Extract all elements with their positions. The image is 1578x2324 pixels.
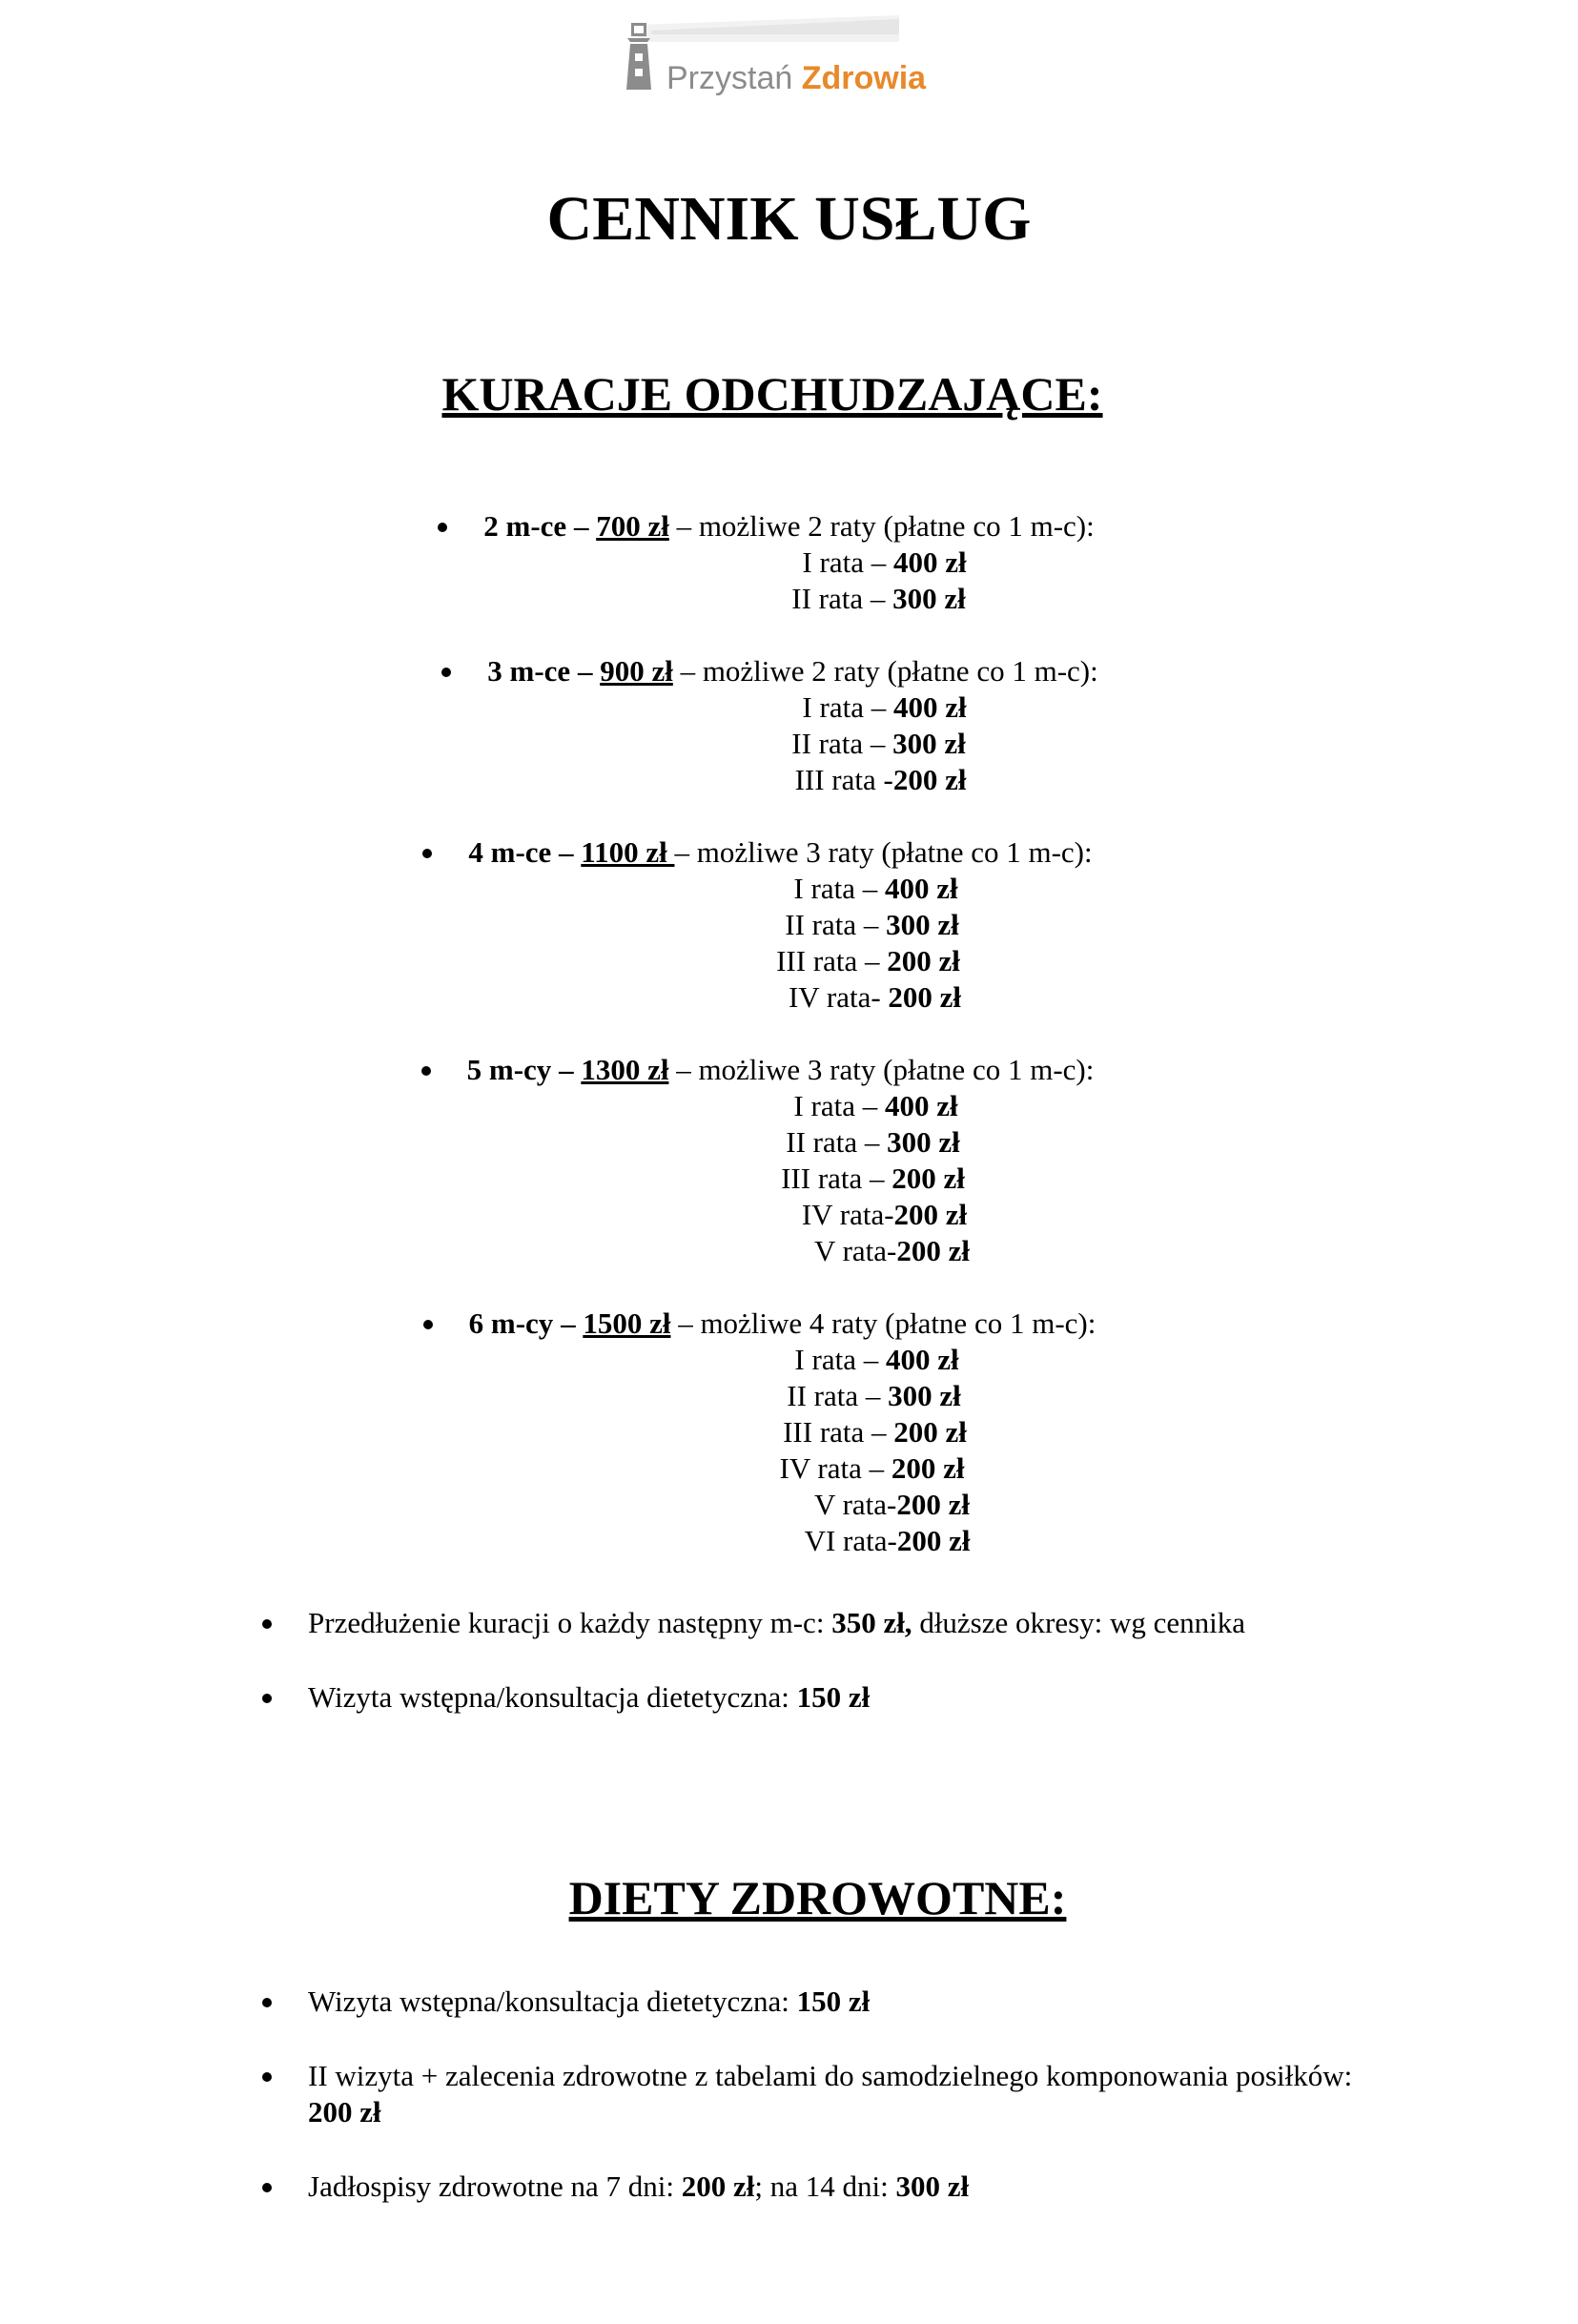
installment-amount: 200 zł bbox=[896, 1524, 971, 1557]
bullet-dot bbox=[422, 849, 432, 858]
installment-row bbox=[86, 979, 1578, 1016]
installment-amount: 300 zł bbox=[888, 1379, 961, 1412]
installment-amount: 400 zł bbox=[884, 1089, 958, 1122]
bullet-dot bbox=[421, 1066, 431, 1076]
installment-row bbox=[83, 907, 1578, 943]
installment-amount: 400 zł bbox=[884, 872, 958, 905]
section-title-diety: DIETY ZDROWOTNE: bbox=[568, 1871, 1067, 1924]
bullet-dot bbox=[262, 2072, 272, 2082]
installment-row bbox=[103, 1487, 1578, 1523]
package-header bbox=[0, 834, 1569, 871]
bullet-dot bbox=[262, 1694, 272, 1703]
installment-label: IV rata- bbox=[788, 980, 889, 1014]
package-note: – możliwe 4 raty (płatne co 1 m-c): bbox=[670, 1306, 1096, 1340]
package-dash: – bbox=[551, 1053, 582, 1086]
diet-text: Jadłospisy zdrowotne na 7 dni: bbox=[308, 2170, 682, 2203]
diet-price: 150 zł bbox=[796, 1985, 871, 2018]
logo-word-przystan: Przystań bbox=[666, 60, 793, 96]
installment-row bbox=[84, 1124, 1578, 1161]
installment-row bbox=[103, 1233, 1578, 1269]
package-note: – możliwe 2 raty (płatne co 1 m-c): bbox=[672, 654, 1098, 688]
installment-row bbox=[95, 1197, 1578, 1233]
installment-label: I rata – bbox=[793, 1089, 885, 1122]
installment-row bbox=[84, 1161, 1578, 1197]
package-dash: – bbox=[566, 509, 597, 543]
package-price bbox=[583, 1306, 670, 1340]
installment-label: III rata - bbox=[794, 763, 893, 796]
installment-label: III rata – bbox=[776, 944, 888, 977]
installment-amount: 400 zł bbox=[892, 690, 967, 724]
bullet-dot bbox=[441, 668, 451, 677]
installment-amount: 200 zł bbox=[891, 1162, 965, 1195]
package-dash: – bbox=[553, 1306, 584, 1340]
package-duration: 5 m-cy bbox=[466, 1053, 552, 1086]
bullet-dot bbox=[262, 2183, 272, 2192]
installment-label: I rata – bbox=[802, 690, 893, 724]
section-title-kuracje: KURACJE ODCHUDZAJĄCE: bbox=[441, 367, 1103, 421]
installment-list bbox=[0, 1088, 1578, 1269]
installment-list bbox=[0, 689, 1578, 798]
installment-amount: 400 zł bbox=[892, 545, 967, 579]
installment-amount: 200 zł bbox=[896, 1488, 970, 1521]
extra-text: Przedłużenie kuracji o każdy następny m-c: bbox=[308, 1606, 832, 1639]
installment-row bbox=[95, 545, 1578, 581]
installment-list bbox=[0, 871, 1578, 1016]
package-price bbox=[581, 1053, 668, 1086]
package-price bbox=[581, 835, 674, 869]
installment-row bbox=[85, 1378, 1578, 1414]
package-dash: – bbox=[551, 835, 582, 869]
installment-label: II rata – bbox=[786, 1125, 888, 1159]
installment-amount: 300 zł bbox=[892, 582, 966, 615]
installment-row bbox=[92, 762, 1578, 798]
bullet-dot bbox=[262, 1998, 272, 2007]
logo-word-zdrowia: Zdrowia bbox=[801, 60, 927, 96]
package-item bbox=[0, 1052, 1578, 1269]
package-item bbox=[0, 1306, 1578, 1559]
installment-list bbox=[0, 545, 1578, 617]
package-note: – możliwe 2 raty (płatne co 1 m-c): bbox=[668, 509, 1095, 543]
package-item bbox=[0, 653, 1578, 798]
diet-item bbox=[0, 2169, 1357, 2205]
installment-amount: 200 zł bbox=[896, 1234, 970, 1267]
package-item bbox=[0, 508, 1578, 617]
diet-price: 200 zł bbox=[681, 2170, 755, 2203]
installment-row bbox=[79, 943, 1578, 979]
package-duration: 4 m-ce bbox=[468, 835, 552, 869]
installment-label: II rata – bbox=[787, 1379, 889, 1412]
diet-text-tail: ; na 14 dni: bbox=[754, 2170, 896, 2203]
installment-amount: 300 zł bbox=[887, 1125, 960, 1159]
extra-item bbox=[0, 1605, 1357, 1641]
installment-amount: 200 zł bbox=[887, 944, 960, 977]
installment-label: IV rata – bbox=[779, 1451, 891, 1485]
package-duration: 2 m-ce bbox=[483, 509, 567, 543]
package-price-value: 1100 zł bbox=[581, 835, 675, 869]
installment-row bbox=[90, 581, 1578, 617]
extra-item bbox=[0, 1679, 1357, 1716]
extra-text-tail: dłuższe okresy: wg cennika bbox=[912, 1606, 1246, 1639]
diet-price: 200 zł bbox=[308, 2095, 381, 2129]
installment-label: VI rata- bbox=[804, 1524, 897, 1557]
logo bbox=[623, 13, 927, 99]
package-dash: – bbox=[570, 654, 601, 688]
installment-amount: 200 zł bbox=[893, 1198, 968, 1231]
installment-label: II rata – bbox=[791, 582, 893, 615]
installment-label: II rata – bbox=[791, 727, 893, 760]
bullet-dot bbox=[262, 1619, 272, 1629]
installment-amount: 200 zł bbox=[888, 980, 962, 1014]
installment-label: IV rata- bbox=[801, 1198, 894, 1231]
diety-list bbox=[0, 1984, 1357, 2243]
package-note: – możliwe 3 raty (płatne co 1 m-c): bbox=[668, 1053, 1095, 1086]
package-price-value: 1300 zł bbox=[581, 1053, 669, 1086]
installment-label: I rata – bbox=[802, 545, 893, 579]
installment-row bbox=[95, 689, 1578, 726]
installment-amount: 400 zł bbox=[885, 1343, 959, 1376]
installment-row bbox=[87, 871, 1578, 907]
installment-row bbox=[87, 1088, 1578, 1124]
extra-price: 150 zł bbox=[796, 1680, 871, 1714]
installment-amount: 200 zł bbox=[892, 763, 967, 796]
installment-label: II rata – bbox=[785, 908, 887, 941]
installment-amount: 200 zł bbox=[893, 1415, 967, 1449]
extras-list bbox=[0, 1605, 1357, 1754]
installment-label: V rata- bbox=[814, 1234, 897, 1267]
bullet-dot bbox=[438, 523, 447, 532]
package-price bbox=[596, 509, 669, 543]
installment-amount: 300 zł bbox=[886, 908, 959, 941]
package-price-value: 1500 zł bbox=[583, 1306, 671, 1340]
package-duration: 3 m-ce bbox=[487, 654, 571, 688]
package-price-value: 900 zł bbox=[600, 654, 673, 688]
logo-text bbox=[666, 59, 926, 97]
diet-item bbox=[0, 2058, 1357, 2130]
package-list bbox=[0, 508, 1578, 1595]
package-note: – możliwe 3 raty (płatne co 1 m-c): bbox=[674, 835, 1093, 869]
package-header bbox=[0, 1306, 1571, 1342]
package-header bbox=[0, 508, 1578, 545]
package-header bbox=[0, 1052, 1569, 1088]
installment-label: V rata- bbox=[814, 1488, 897, 1521]
package-price bbox=[600, 654, 673, 688]
installment-label: III rata – bbox=[781, 1162, 892, 1195]
package-duration: 6 m-cy bbox=[468, 1306, 554, 1340]
extra-price: 350 zł, bbox=[831, 1606, 912, 1639]
installment-list bbox=[0, 1342, 1578, 1559]
installment-label: I rata – bbox=[794, 1343, 886, 1376]
installment-amount: 300 zł bbox=[892, 727, 966, 760]
page-title: CENNIK USŁUG bbox=[546, 184, 1032, 254]
extra-text: Wizyta wstępna/konsultacja dietetyczna: bbox=[308, 1680, 797, 1714]
diet-item bbox=[0, 1984, 1357, 2020]
installment-row bbox=[90, 726, 1578, 762]
installment-label: I rata – bbox=[793, 872, 885, 905]
installment-amount: 200 zł bbox=[891, 1451, 965, 1485]
package-header bbox=[4, 653, 1578, 689]
package-item bbox=[0, 834, 1578, 1016]
installment-row bbox=[83, 1450, 1578, 1487]
installment-row bbox=[98, 1523, 1578, 1559]
diet-price-2: 300 zł bbox=[895, 2170, 970, 2203]
bullet-dot bbox=[423, 1320, 433, 1329]
package-price-value: 700 zł bbox=[596, 509, 669, 543]
installment-label: III rata – bbox=[783, 1415, 894, 1449]
diet-text: Wizyta wstępna/konsultacja dietetyczna: bbox=[308, 1985, 797, 2018]
diet-text: II wizyta + zalecenia zdrowotne z tabelami do samodzielnego komponowania posiłków: bbox=[308, 2059, 1353, 2092]
installment-row bbox=[86, 1414, 1578, 1450]
installment-row bbox=[88, 1342, 1578, 1378]
